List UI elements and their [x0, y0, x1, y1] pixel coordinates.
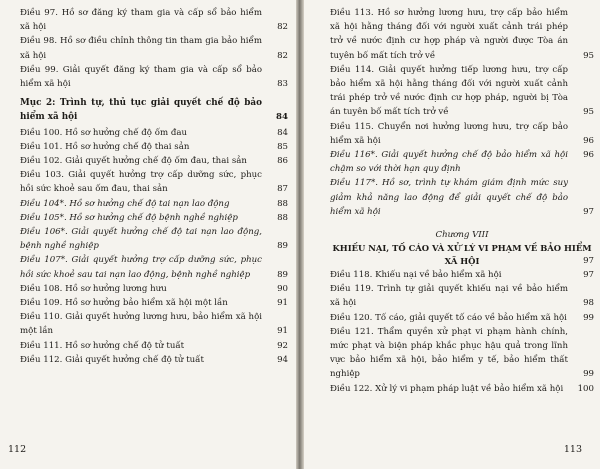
toc-entry-page: 96	[583, 150, 594, 161]
toc-entry	[330, 282, 594, 310]
toc-entry-page: 99	[583, 312, 594, 323]
toc-entry-page: 82	[277, 22, 288, 33]
toc-entry	[20, 34, 288, 62]
toc-entry	[330, 63, 594, 120]
toc-entry-page: 91	[277, 326, 288, 337]
toc-entry	[20, 140, 288, 154]
page-number: 112	[8, 444, 27, 455]
toc-entry-page: 97	[583, 270, 594, 281]
toc-entry	[330, 120, 594, 148]
toc-entry	[20, 154, 288, 168]
toc-entry	[330, 382, 594, 396]
book-gutter	[296, 0, 304, 469]
toc-entry-text: Điều 98. Hồ sơ điều chỉnh thông tin tham gia bảo hiểm xã hội	[20, 36, 262, 61]
toc-entry-page: 83	[277, 79, 288, 90]
toc-entry-text: Điều 119. Trình tự giải quyết khiếu nại về bảo hiểm xã hội	[330, 284, 568, 309]
toc-entry-text: Điều 121. Thẩm quyền xử phạt vi phạm hành chính, mức phạt và biện pháp khắc phục hậu quả trong lĩnh vực bảo hiểm xã hội, bảo hiểm y tế, bảo hiểm thất nghiệp	[330, 326, 568, 380]
toc-entry-page: 85	[277, 141, 288, 152]
toc-entry-page: 91	[277, 298, 288, 309]
toc-left	[20, 6, 288, 367]
toc-entry-text: Điều 104*. Hồ sơ hưởng chế độ tai nạn lao động	[20, 198, 230, 209]
right-page	[304, 0, 600, 469]
chapter-heading	[330, 229, 594, 268]
section-heading-page: 84	[276, 112, 288, 123]
toc-entry	[330, 311, 594, 325]
toc-entry-text: Điều 108. Hồ sơ hưởng lương hưu	[20, 283, 167, 294]
toc-entry-page: 89	[277, 241, 288, 252]
toc-entry	[20, 211, 288, 225]
toc-entry	[20, 282, 288, 296]
toc-entry-page: 88	[277, 198, 288, 209]
toc-entry	[330, 325, 594, 382]
chapter-page: 97	[583, 255, 594, 266]
toc-entry-page: 100	[577, 383, 594, 394]
left-page	[0, 0, 296, 469]
toc-entry-page: 95	[583, 50, 594, 61]
toc-entry	[20, 6, 288, 34]
toc-entry-page: 88	[277, 212, 288, 223]
toc-entry	[330, 148, 594, 176]
toc-entry-text: Điều 106*. Giải quyết hưởng chế độ tai nạn lao động, bệnh nghề nghiệp	[20, 227, 262, 252]
toc-right	[330, 6, 594, 396]
toc-entry-page: 87	[277, 184, 288, 195]
toc-entry-text: Điều 109. Hồ sơ hưởng bảo hiểm xã hội một lần	[20, 298, 228, 309]
toc-entry	[20, 339, 288, 353]
toc-entry-text: Điều 101. Hồ sơ hưởng chế độ thai sản	[20, 141, 190, 152]
toc-entry-text: Điều 116*. Giải quyết hưởng chế độ bảo hiểm xã hội chậm so với thời hạn quy định	[330, 150, 568, 175]
toc-entry-page: 95	[583, 107, 594, 118]
toc-entry-page: 86	[277, 156, 288, 167]
toc-entry-text: Điều 114. Giải quyết hưởng tiếp lương hưu, trợ cấp bảo hiểm xã hội hằng tháng đối với người xuất cảnh trái phép trở về nước định cư hợp pháp, người bị Tòa án tuyên bố mất tích trở về	[330, 64, 568, 118]
toc-entry-page: 90	[277, 283, 288, 294]
page-number: 113	[563, 444, 582, 455]
toc-entry	[20, 168, 288, 196]
toc-entry-page: 97	[583, 206, 594, 217]
toc-entry-text: Điều 105*. Hồ sơ hưởng chế độ bệnh nghề nghiệp	[20, 212, 238, 223]
chapter-title: KHIẾU NẠI, TỐ CÁO VÀ XỬ LÝ VI PHẠM VỀ BẢO HIỂM XÃ HỘI	[332, 243, 592, 267]
section-heading-text: Mục 2: Trình tự, thủ tục giải quyết chế độ bảo hiểm xã hội	[20, 98, 262, 123]
toc-entry-text: Điều 117*. Hồ sơ, trình tự khám giám định mức suy giảm khả năng lao động để giải quyết chế độ bảo hiểm xã hội	[330, 178, 568, 217]
toc-entry	[20, 63, 288, 91]
toc-entry	[330, 176, 594, 219]
toc-entry-text: Điều 113. Hồ sơ hưởng lương hưu, trợ cấp bảo hiểm xã hội hằng tháng đối với người xuất cảnh trái phép trở về nước định cư hợp pháp và người được Tòa án tuyên bố mất tích trở về	[330, 8, 568, 61]
toc-entry	[20, 296, 288, 310]
toc-entry-page: 98	[583, 298, 594, 309]
toc-entry	[20, 353, 288, 367]
toc-entry	[20, 310, 288, 338]
toc-entry-text: Điều 120. Tố cáo, giải quyết tố cáo về bảo hiểm xã hội	[330, 312, 567, 323]
toc-entry	[330, 268, 594, 282]
toc-entry-text: Điều 103. Giải quyết hưởng trợ cấp dưỡng sức, phục hồi sức khoẻ sau ốm đau, thai sản	[20, 170, 262, 195]
section-heading	[20, 96, 288, 124]
toc-entry	[330, 6, 594, 63]
toc-entry-page: 82	[277, 50, 288, 61]
toc-entry-text: Điều 102. Giải quyết hưởng chế độ ốm đau, thai sản	[20, 156, 247, 167]
toc-entry-text: Điều 97. Hồ sơ đăng ký tham gia và cấp sổ bảo hiểm xã hội	[20, 8, 262, 33]
toc-entry-page: 92	[277, 340, 288, 351]
toc-entry-text: Điều 107*. Giải quyết hưởng trợ cấp dưỡng sức, phục hồi sức khoẻ sau tai nạn lao động, bệnh nghề nghiệp	[20, 255, 262, 280]
toc-entry-text: Điều 115. Chuyển nơi hưởng lương hưu, trợ cấp bảo hiểm xã hội	[330, 121, 568, 146]
toc-entry-text: Điều 100. Hồ sơ hưởng chế độ ốm đau	[20, 127, 187, 138]
toc-entry-text: Điều 118. Khiếu nại về bảo hiểm xã hội	[330, 270, 502, 281]
toc-entry	[20, 197, 288, 211]
toc-entry-text: Điều 122. Xử lý vi phạm pháp luật về bảo hiểm xã hội	[330, 383, 564, 394]
toc-entry-page: 84	[277, 127, 288, 138]
toc-entry	[20, 126, 288, 140]
chapter-number: Chương VIII	[435, 230, 489, 241]
toc-entry-text: Điều 112. Giải quyết hưởng chế độ tử tuất	[20, 354, 204, 365]
toc-entry-page: 99	[583, 369, 594, 380]
toc-entry-page: 94	[277, 354, 288, 365]
toc-entry-text: Điều 99. Giải quyết đăng ký tham gia và cấp sổ bảo hiểm xã hội	[20, 64, 262, 90]
toc-entry-page: 96	[583, 135, 594, 146]
toc-entry-text: Điều 110. Giải quyết hưởng lương hưu, bảo hiểm xã hội một lần	[20, 312, 262, 337]
toc-entry-text: Điều 111. Hồ sơ hưởng chế độ tử tuất	[20, 340, 185, 351]
toc-entry-page: 89	[277, 269, 288, 280]
toc-entry	[20, 253, 288, 281]
toc-entry	[20, 225, 288, 253]
